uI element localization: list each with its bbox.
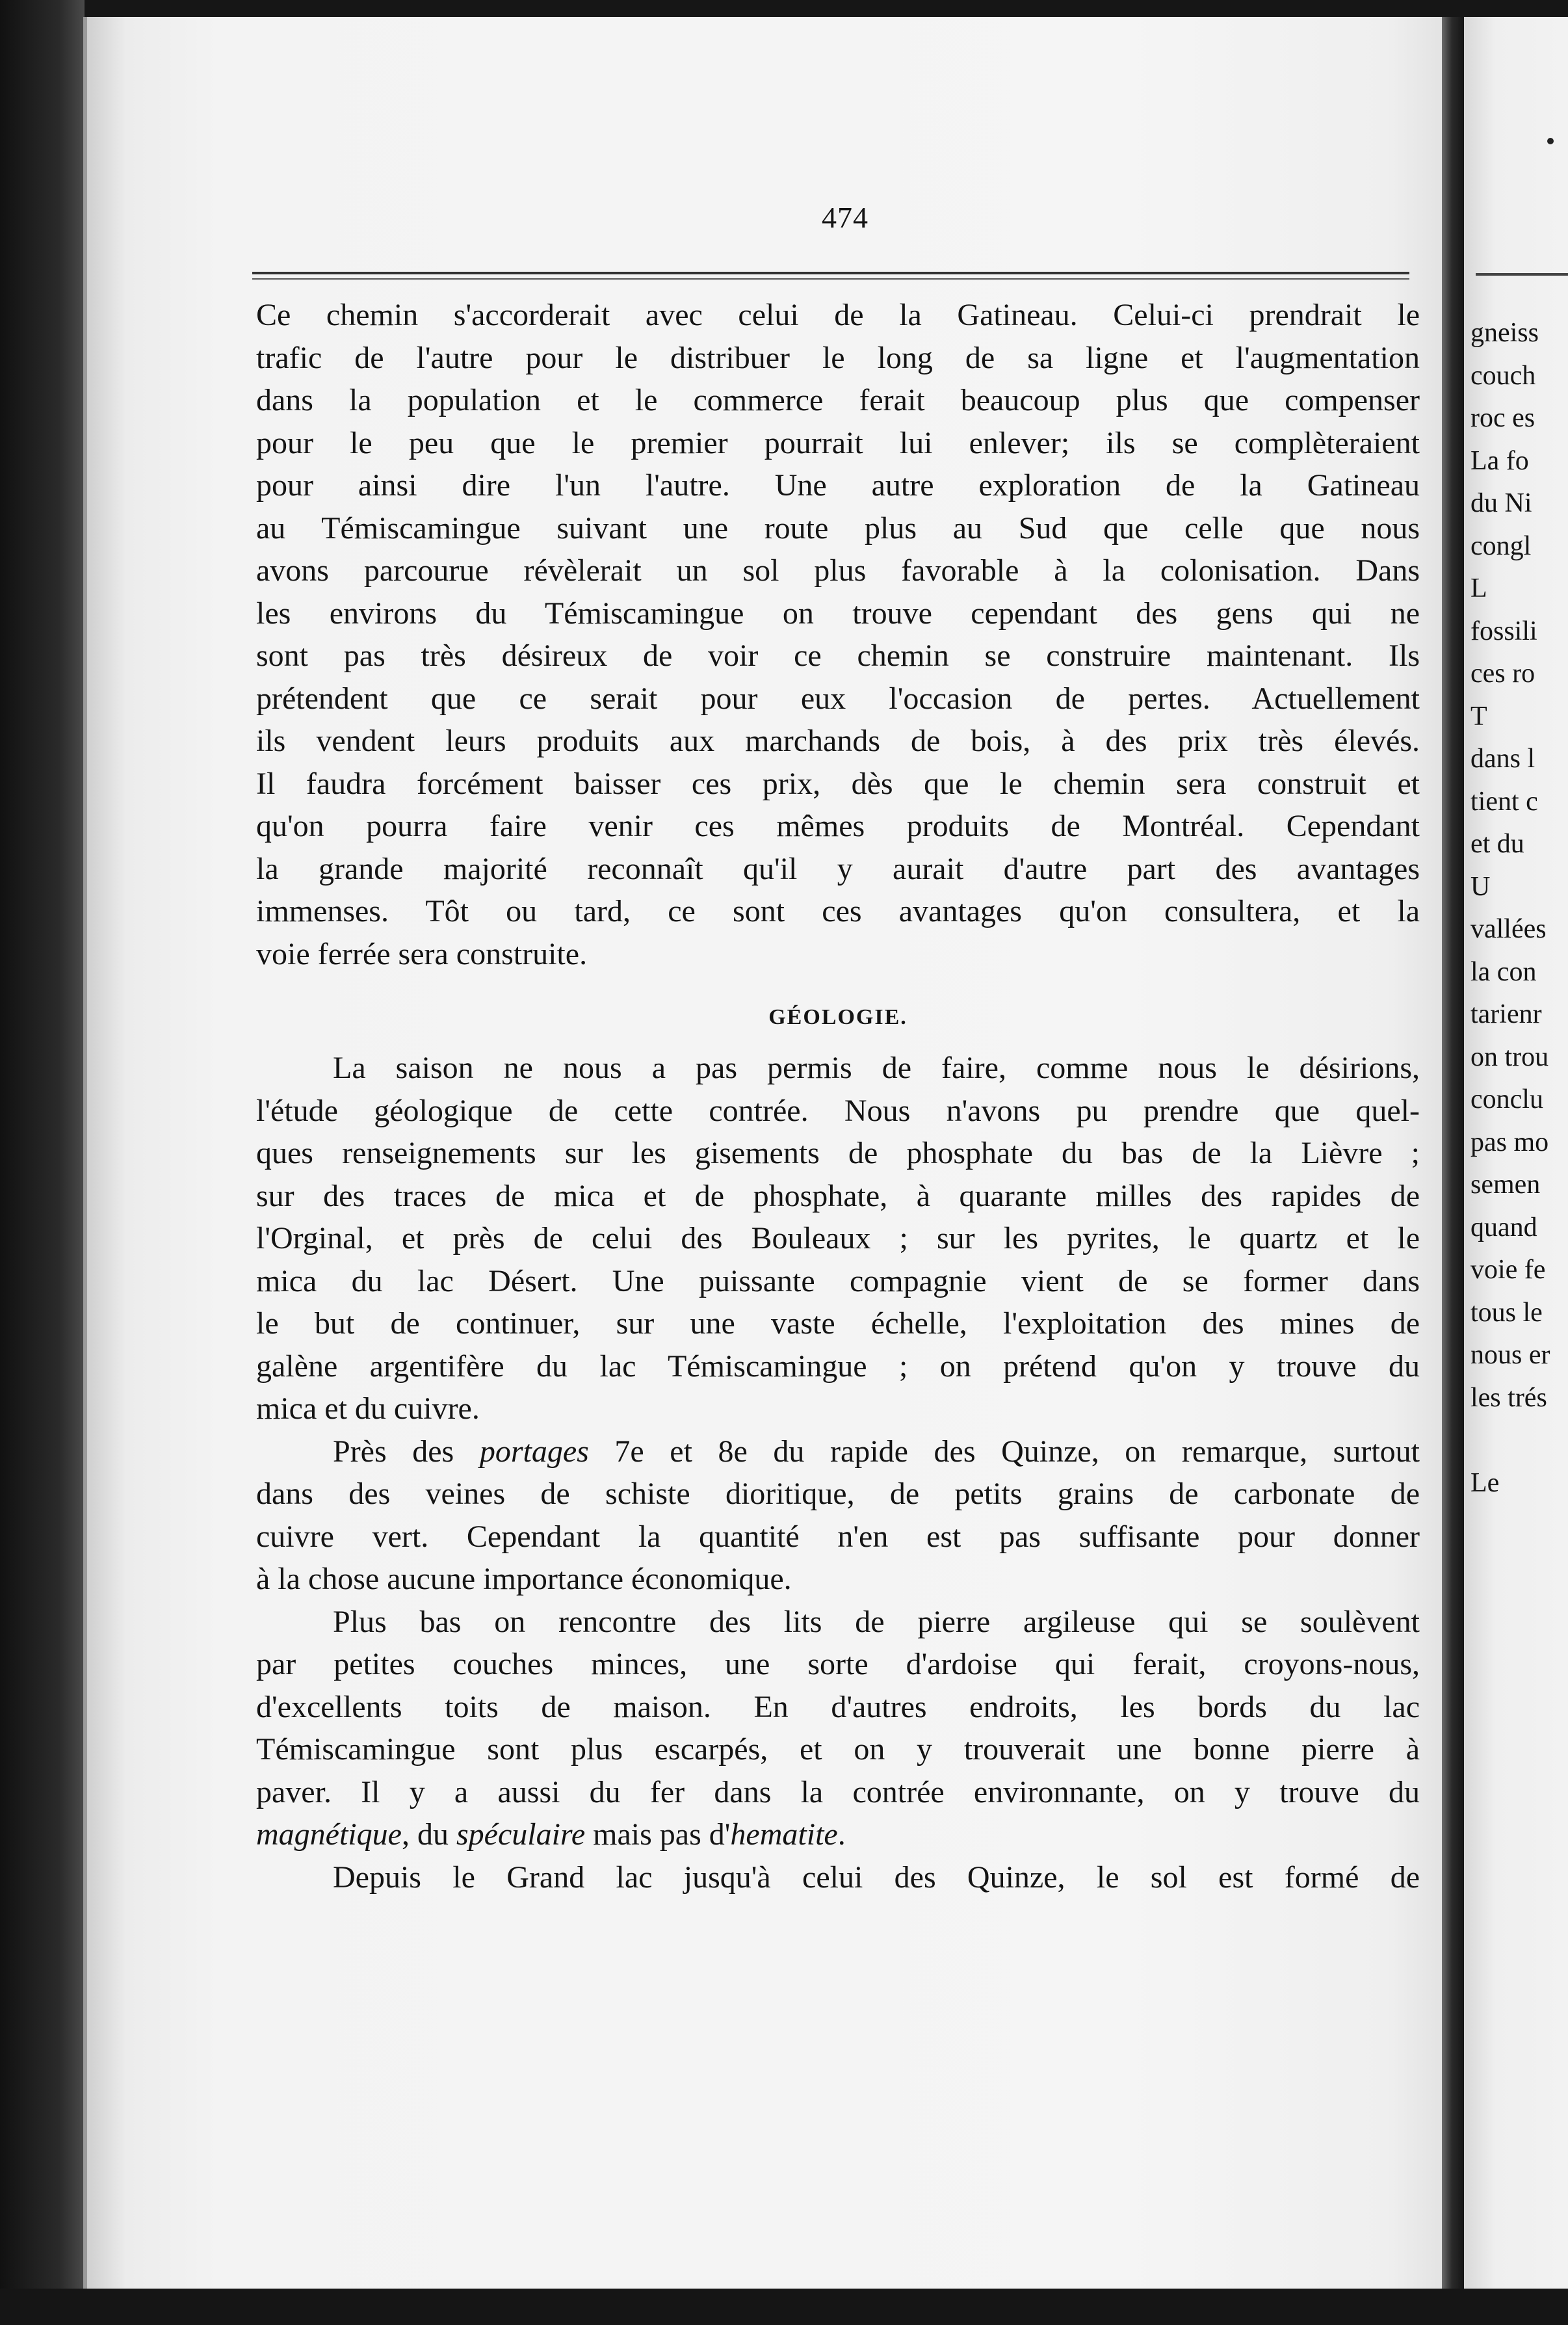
facing-page-rule	[1476, 273, 1568, 276]
text-line: à la chose aucune importance économique.	[256, 1562, 792, 1596]
text-line: La saison ne nous a pas permis de faire, comme nous le désirions,	[333, 1051, 1420, 1085]
header-rule-thin	[252, 278, 1409, 280]
facing-fragment: du Ni	[1470, 488, 1532, 518]
scan-bottom-edge	[0, 2289, 1568, 2325]
text-line: Depuis le Grand lac jusqu'à celui des Quinze, le sol est formé de	[333, 1859, 1420, 1895]
text-line: ques renseignements sur les gisements de phosphate du bas de la Lièvre ;	[256, 1136, 1420, 1170]
text-line: par petites couches minces, une sorte d'ardoise qui ferait, croyons-nous,	[256, 1647, 1420, 1681]
facing-fragment: nous er	[1470, 1340, 1550, 1370]
facing-fragment: couch	[1470, 360, 1536, 391]
paragraph-5	[256, 1856, 1420, 1899]
facing-fragment: La fo	[1470, 445, 1529, 476]
text-line: qu'on pourra faire venir ces mêmes produits de Montréal. Cependant	[256, 809, 1420, 843]
facing-fragment: la con	[1470, 956, 1537, 987]
page-number: 474	[822, 201, 869, 234]
text-line: mica et du cuivre.	[256, 1391, 480, 1426]
facing-fragment: tous le	[1470, 1297, 1543, 1328]
text-run: , du	[401, 1817, 456, 1852]
text-run: .	[837, 1817, 846, 1852]
facing-fragment: on trou	[1470, 1042, 1549, 1072]
facing-fragment: semen	[1470, 1170, 1541, 1200]
facing-fragment: gneiss	[1470, 318, 1539, 348]
text-line: pour le peu que le premier pourrait lui enlever; ils se complèteraient	[256, 425, 1420, 460]
italic-term: portages	[479, 1434, 589, 1469]
page-body	[256, 294, 1420, 1898]
text-line: immenses. Tôt ou tard, ce sont ces avantages qu'on consultera, et la	[256, 894, 1420, 928]
italic-term: hematite	[730, 1817, 838, 1852]
paragraph-4	[256, 1601, 1420, 1856]
text-run: 7e et 8e du rapide des Quinze, on remarque, surtout	[588, 1434, 1420, 1469]
facing-fragment: et du	[1470, 829, 1524, 859]
facing-fragment: quand	[1470, 1212, 1537, 1242]
facing-fragment: tarienr	[1470, 999, 1542, 1029]
facing-fragment: fossili	[1470, 616, 1537, 646]
facing-fragment: congl	[1470, 531, 1532, 561]
text-line: paver. Il y a aussi du fer dans la contrée environnante, on y trouve du	[256, 1774, 1420, 1809]
text-line: sont pas très désireux de voir ce chemin se construire maintenant. Ils	[256, 638, 1420, 673]
text-line: cuivre vert. Cependant la quantité n'en est pas suffisante pour donner	[256, 1519, 1420, 1554]
text-line: la grande majorité reconnaît qu'il y aurait d'autre part des avantages	[256, 851, 1420, 886]
text-line: Il faudra forcément baisser ces prix, dès que le chemin sera construit et	[256, 766, 1420, 801]
text-line: ils vendent leurs produits aux marchands de bois, à des prix très élevés.	[256, 724, 1420, 758]
paragraph-1	[256, 294, 1420, 975]
facing-fragment: U	[1470, 871, 1491, 902]
text-line: Ce chemin s'accorderait avec celui de la Gatineau. Celui-ci prendrait le	[256, 298, 1420, 332]
text-line	[256, 1813, 1420, 1856]
facing-fragment: dans l	[1470, 744, 1535, 774]
facing-fragment: pas mo	[1470, 1127, 1549, 1157]
paragraph-3	[256, 1430, 1420, 1601]
facing-fragment: conclu	[1470, 1084, 1543, 1114]
facing-fragment: les trés	[1470, 1382, 1547, 1413]
text-line: pour ainsi dire l'un l'autre. Une autre exploration de la Gatineau	[256, 468, 1420, 503]
text-line: au Témiscamingue suivant une route plus au Sud que celle que nous	[256, 510, 1420, 545]
facing-fragment: voie fe	[1470, 1255, 1546, 1285]
text-line: les environs du Témiscamingue on trouve cependant des gens qui ne	[256, 596, 1420, 631]
paragraph-2	[256, 1047, 1420, 1430]
text-line: sur des traces de mica et de phosphate, à quarante milles des rapides de	[256, 1178, 1420, 1213]
text-line: galène argentifère du lac Témiscamingue ; on prétend qu'on y trouve du	[256, 1348, 1420, 1384]
text-line: voie ferrée sera construite.	[256, 936, 588, 971]
facing-page-text	[1470, 312, 1568, 1504]
scan-speck	[1547, 138, 1554, 144]
italic-term: spéculaire	[456, 1817, 586, 1852]
facing-fragment: ces ro	[1470, 659, 1535, 689]
facing-fragment: vallées	[1470, 914, 1547, 944]
section-heading: GÉOLOGIE.	[768, 1005, 908, 1029]
header-rule-thick	[252, 272, 1409, 274]
facing-fragment: tient c	[1470, 786, 1538, 817]
text-line: Plus bas on rencontre des lits de pierre argileuse qui se soulèvent	[333, 1604, 1420, 1639]
text-line	[256, 1430, 1420, 1473]
text-line: trafic de l'autre pour le distribuer le long de sa ligne et l'augmentation	[256, 340, 1420, 375]
book-gutter	[1442, 17, 1464, 2292]
text-line: dans la population et le commerce ferait beaucoup plus que compenser	[256, 383, 1420, 417]
text-line: le but de continuer, sur une vaste échelle, l'exploitation des mines de	[256, 1306, 1420, 1341]
facing-fragment: T	[1470, 701, 1487, 731]
text-line: l'étude géologique de cette contrée. Nous n'avons pu prendre que quel-	[256, 1093, 1420, 1128]
text-line: Témiscamingue sont plus escarpés, et on y trouverait une bonne pierre à	[256, 1732, 1420, 1767]
text-run: Près des	[333, 1434, 480, 1469]
facing-fragment: Le	[1470, 1467, 1500, 1498]
text-line: mica du lac Désert. Une puissante compagnie vient de se former dans	[256, 1263, 1420, 1298]
text-line: d'excellents toits de maison. En d'autres endroits, les bords du lac	[256, 1689, 1420, 1724]
facing-fragment: roc es	[1470, 403, 1535, 433]
text-run: mais pas d'	[585, 1817, 731, 1852]
text-line: prétendent que ce serait pour eux l'occasion de pertes. Actuellement	[256, 681, 1420, 716]
facing-fragment: L	[1470, 573, 1487, 603]
facing-fragment	[1470, 1419, 1568, 1462]
text-line: l'Orginal, et près de celui des Bouleaux ; sur les pyrites, le quartz et le	[256, 1221, 1420, 1255]
scan-left-margin	[0, 0, 85, 2325]
text-line: dans des veines de schiste dioritique, de petits grains de carbonate de	[256, 1477, 1420, 1511]
italic-term: magnétique	[256, 1817, 402, 1852]
text-line: avons parcourue révèlerait un sol plus favorable à la colonisation. Dans	[256, 553, 1420, 588]
